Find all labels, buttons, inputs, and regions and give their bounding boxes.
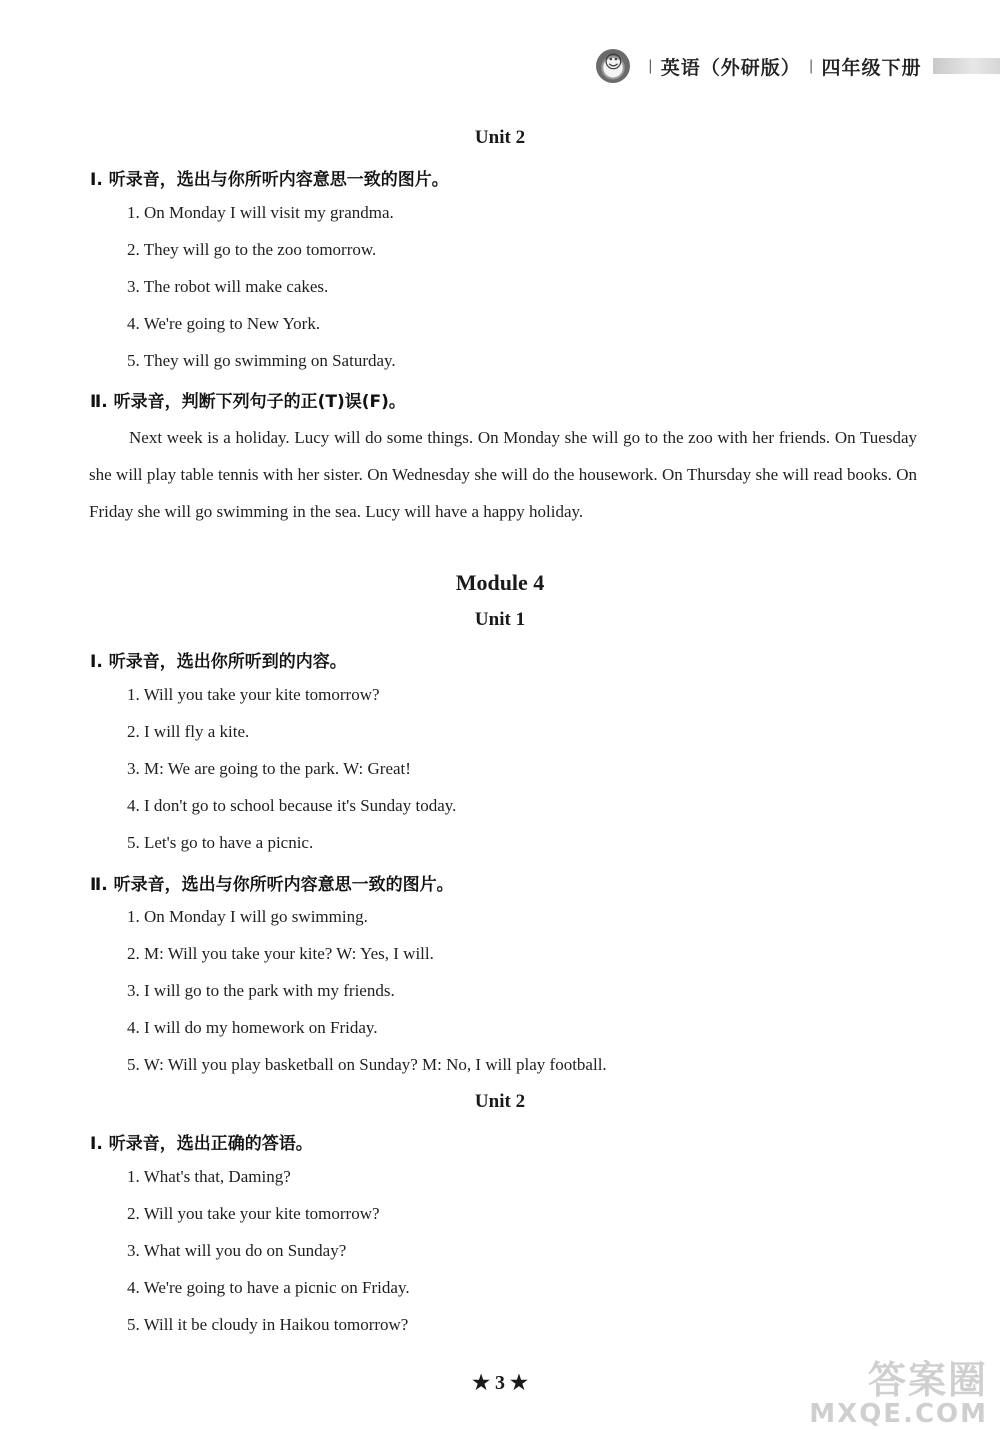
unit-heading: Unit 2 [474,127,526,148]
page-number: ★ 3 ★ [472,1372,528,1394]
list-item: 4. I will do my homework on Friday. [127,1018,378,1037]
question-title: Ⅰ. 听录音，选出与你所听内容意思一致的图片。 [90,170,449,190]
header-title: 英语（外研版） [660,56,801,79]
watermark-text: 答案圈 [867,1358,988,1402]
list-item: 1. What's that, Daming? [127,1167,291,1186]
question-title: Ⅰ. 听录音，选出正确的答语。 [90,1134,313,1154]
list-item: 1. On Monday I will visit my grandma. [127,203,394,222]
list-item: 2. I will fly a kite. [127,722,250,741]
header-separator: | [648,58,653,74]
listening-passage: Next week is a holiday. Lucy will do some things. On Monday she will go to the zoo with her friends. On Tuesday she will play table tennis with her sister. On Wednesday she will do the housework. On Thursday she will read books. On Friday she will go swimming in the sea. Lucy will have a happy holiday. [89,428,917,521]
list-item: 5. Will it be cloudy in Haikou tomorrow? [127,1315,409,1334]
list-item: 2. They will go to the zoo tomorrow. [127,240,377,259]
module-heading: Module 4 [455,570,545,595]
list-item: 3. M: We are going to the park. W: Great! [127,759,411,778]
list-item: 5. They will go swimming on Saturday. [127,351,396,370]
list-item: 5. Let's go to have a picnic. [127,833,314,852]
header-separator: | [808,58,814,74]
list-item: 2. Will you take your kite tomorrow? [127,1204,380,1223]
list-item: 3. I will go to the park with my friends. [127,981,395,1000]
list-item: 2. M: Will you take your kite? W: Yes, I will. [127,944,434,963]
unit-heading: Unit 1 [474,609,526,630]
header-decor-bar [933,58,1000,74]
question-title: Ⅱ. 听录音，判断下列句子的正(T)误(F)。 [90,392,406,412]
list-item: 1. On Monday I will go swimming. [127,907,368,926]
page-header [596,44,1000,88]
question-title: Ⅱ. 听录音，选出与你所听内容意思一致的图片。 [90,875,454,895]
unit-heading: Unit 2 [474,1091,526,1112]
smiley-logo-icon [596,49,630,83]
header-grade: 四年级下册 [821,56,922,79]
list-item: 5. W: Will you play basketball on Sunday? M: No, I will play football. [127,1055,607,1074]
watermark-url: MXQE.COM [809,1399,988,1429]
list-item: 3. The robot will make cakes. [127,277,329,296]
list-item: 3. What will you do on Sunday? [127,1241,347,1260]
watermark [809,1360,988,1428]
list-item: 4. We're going to New York. [127,314,321,333]
question-title: Ⅰ. 听录音，选出你所听到的内容。 [90,652,347,672]
list-item: 4. We're going to have a picnic on Friday. [127,1278,410,1297]
list-item: 1. Will you take your kite tomorrow? [127,685,380,704]
list-item: 4. I don't go to school because it's Sunday today. [127,796,457,815]
